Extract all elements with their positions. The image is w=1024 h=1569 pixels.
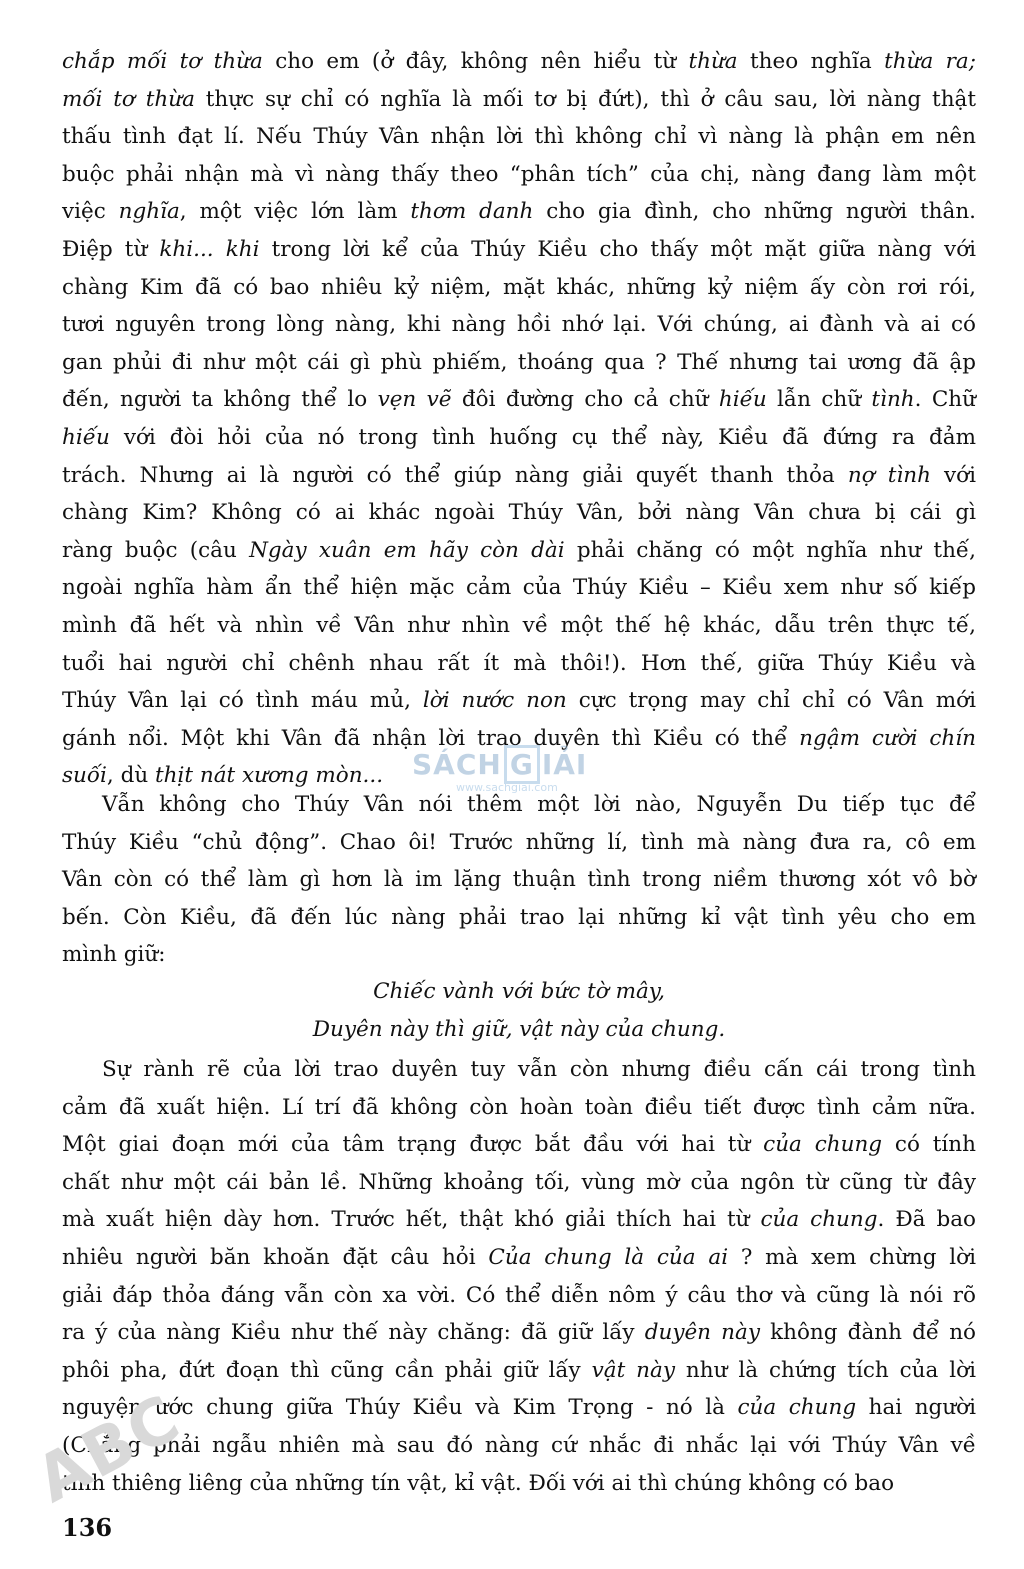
text-span: lẫn chữ — [766, 387, 872, 413]
text-span: nhiêu người băn khoăn đặt câu hỏi — [62, 1244, 489, 1270]
text-line — [62, 1126, 976, 1164]
italic-span: Ngày xuân em hãy còn dài — [249, 537, 565, 563]
italic-span: của chung — [763, 1132, 883, 1158]
italic-span: khi... khi — [159, 236, 260, 262]
text-line — [62, 1314, 976, 1352]
text-span: hai người — [856, 1395, 976, 1421]
text-span: phải chăng có một nghĩa như thế, — [564, 537, 976, 563]
italic-span: vẹn vẽ — [377, 387, 452, 413]
text-span: việc — [62, 199, 119, 225]
text-span: thấu tình đạt lí. Nếu Thúy Vân nhận lời thì không chỉ vì nàng là phận em nên — [62, 124, 976, 150]
italic-span: lời nước non — [422, 688, 567, 714]
text-span: ra ý của nàng Kiều như thế này chăng: đã giữ lấy — [62, 1320, 645, 1346]
text-span: giải đáp thỏa đáng vẫn còn xa vời. Có thể diễn nôm ý câu thơ và cũng là nói rõ — [62, 1282, 976, 1308]
text-line — [62, 1051, 976, 1089]
italic-span: của chung — [760, 1207, 878, 1233]
text-span: gánh nổi. Một khi Vân đã nhận lời trao duyên thì Kiều có thể — [62, 725, 800, 751]
italic-span: hiếu — [62, 424, 110, 450]
text-span: với đòi hỏi của nó trong tình huống cụ thể này, Kiều đã đứng ra đảm — [109, 424, 976, 450]
text-span: bến. Còn Kiều, đã đến lúc nàng phải trao lại những kỉ vật tình yêu cho em — [62, 904, 976, 930]
text-line — [62, 156, 976, 194]
text-span: mình đã hết và nhìn về Vân như nhìn về một thế hệ khác, dẫu trên thực tế, — [62, 612, 976, 638]
italic-span: thừa ra; — [884, 49, 976, 74]
text-span: Sự rành rẽ của lời trao duyên tuy vẫn còn nhưng điều cấn cái trong tình — [102, 1057, 976, 1082]
text-span: cực trọng may chỉ chỉ có Vân mới — [566, 688, 977, 714]
text-span: Điệp từ — [62, 236, 160, 262]
text-line — [62, 43, 976, 81]
text-span: chàng Kim đã có bao nhiêu kỷ niệm, mặt khác, những kỷ niệm ấy còn rơi rói, — [62, 274, 976, 300]
text-line — [62, 1427, 976, 1465]
text-line — [62, 861, 976, 899]
paragraph-1 — [62, 43, 976, 795]
page-number: 136 — [62, 1513, 113, 1542]
text-span: buộc phải nhận mà vì nàng thấy theo “phân tích” của chị, nàng đang làm một — [62, 161, 976, 187]
text-line — [62, 1089, 976, 1127]
paragraph-3 — [62, 1051, 976, 1502]
text-line — [62, 118, 976, 156]
italic-span: nợ tình — [847, 462, 931, 488]
text-span: tính thiêng liêng của những tín vật, kỉ vật. Đối với ai thì chúng không có bao — [62, 1470, 895, 1496]
text-span: gan phủi đi như một cái gì phù phiếm, thoáng qua ? Thế nhưng tai ương đã ập — [62, 349, 976, 375]
text-line — [62, 306, 976, 344]
text-span: Một giai đoạn mới của tâm trạng được bắt đầu với hai từ — [62, 1132, 764, 1158]
text-line — [62, 1201, 976, 1239]
italic-span: mối tơ thừa — [62, 86, 195, 112]
text-line — [62, 899, 976, 937]
watermark-brand: SÁCH G IẢI — [412, 745, 587, 784]
text-span: trong lời kể của Thúy Kiều cho thấy một mặt giữa nàng với — [259, 236, 977, 262]
text-span: có tính — [882, 1132, 976, 1158]
text-span: cảm đã xuất hiện. Lí trí đã không còn hoàn toàn điều tiết được tình cảm nữa. — [62, 1094, 976, 1120]
text-span: Vân còn có thể làm gì hơn là im lặng thuận tình trong niềm thương xót vô bờ — [62, 867, 976, 893]
text-span: với — [930, 462, 976, 488]
text-span: mình giữ: — [62, 942, 166, 968]
paragraph-2 — [62, 786, 976, 974]
text-line — [62, 381, 976, 419]
corner-logo: ABC — [24, 1381, 193, 1518]
text-span: Vẫn không cho Thúy Vân nói thêm một lời nào, Nguyễn Du tiếp tục để — [102, 792, 976, 817]
text-line — [62, 607, 976, 645]
text-span: thực sự chỉ có nghĩa là mối tơ bị đứt), thì ở câu sau, lời nàng thật — [194, 86, 977, 112]
text-span: phôi pha, đứt đoạn thì cũng cần phải giữ lấy — [62, 1357, 592, 1383]
text-span: ràng buộc (câu — [62, 537, 250, 563]
text-line — [62, 1164, 976, 1202]
text-line — [62, 786, 976, 824]
text-span: theo nghĩa — [737, 49, 885, 74]
text-span: không đành để nó — [759, 1320, 976, 1346]
text-line — [62, 494, 976, 532]
text-line — [62, 936, 976, 974]
text-line — [62, 682, 976, 720]
italic-span: Của chung là của ai — [488, 1244, 729, 1270]
text-line — [62, 1239, 976, 1277]
text-span: đến, người ta không thể lo — [62, 387, 378, 413]
italic-span: duyên này — [644, 1320, 760, 1346]
text-span: (Chẳng phải ngẫu nhiên mà sau đó nàng cứ nhắc đi nhắc lại với Thúy Vân về — [62, 1432, 976, 1458]
text-line — [62, 457, 976, 495]
text-line — [62, 1277, 976, 1315]
text-line — [62, 824, 976, 862]
text-span: nguyện ước chung giữa Thúy Kiều và Kim Trọng - nó là — [62, 1395, 738, 1421]
italic-span: ngậm cười chín — [799, 725, 977, 751]
italic-span: thừa — [688, 49, 738, 74]
watermark-logo-box: G — [504, 745, 540, 784]
text-span: , dù — [106, 763, 156, 789]
text-line — [62, 569, 976, 607]
text-span: như là chứng tích của lời — [674, 1357, 976, 1383]
text-span: mà xuất hiện dày hơn. Trước hết, thật khó giải thích hai từ — [62, 1207, 761, 1233]
verse-line — [62, 973, 976, 1011]
italic-span: chắp mối tơ thừa — [62, 49, 263, 74]
text-span: đôi đường cho cả chữ — [451, 387, 719, 413]
text-span: ngoài nghĩa hàm ẩn thể hiện mặc cảm của Thúy Kiều – Kiều xem như số kiếp — [62, 575, 976, 601]
text-line — [62, 1389, 976, 1427]
italic-span: hiếu — [718, 387, 767, 413]
text-span: tươi nguyên trong lòng nàng, khi nàng hồi nhớ lại. Với chúng, ai đành và ai có — [62, 312, 976, 338]
text-line — [62, 231, 976, 269]
text-span: chất như một cái bản lề. Những khoảng tối, vùng mờ của ngôn từ cũng từ đây — [62, 1169, 976, 1195]
verse-text: Chiếc vành với bức tờ mây, — [373, 979, 665, 1004]
italic-span: tình — [871, 387, 915, 413]
text-line — [62, 344, 976, 382]
italic-span: thơm danh — [410, 199, 534, 225]
text-span: . Đã bao — [877, 1207, 976, 1233]
italic-span: nghĩa — [118, 199, 180, 225]
text-span: trách. Nhưng ai là người có thể giúp nàng giải quyết thanh thỏa — [62, 462, 848, 488]
verse-line — [62, 1011, 976, 1049]
text-span: , một việc lớn làm — [179, 199, 411, 225]
text-span: tuổi hai người chỉ chênh nhau rất ít mà thôi!). Hơn thế, giữa Thúy Kiều và — [62, 650, 976, 676]
text-line — [62, 1352, 976, 1390]
italic-span: của chung — [737, 1395, 857, 1421]
italic-span: vật này — [591, 1357, 675, 1383]
text-line — [62, 193, 976, 231]
text-span: chàng Kim? Không có ai khác ngoài Thúy Vân, bởi nàng Vân chưa bị cái gì — [62, 500, 976, 526]
italic-span: thịt nát xương mòn... — [155, 763, 384, 789]
verse-text: Duyên này thì giữ, vật này của chung. — [312, 1016, 726, 1042]
italic-span: suối — [62, 763, 107, 789]
text-line — [62, 645, 976, 683]
text-line — [62, 269, 976, 307]
text-span: . Chữ — [914, 387, 976, 413]
text-span: ? mà xem chừng lời — [728, 1244, 976, 1270]
text-line — [62, 419, 976, 457]
watermark-url: www.sachgiai.com — [456, 781, 558, 794]
text-line — [62, 532, 976, 570]
verse-quote — [62, 973, 976, 1048]
text-span: Thúy Kiều “chủ động”. Chao ôi! Trước những lí, tình mà nàng đưa ra, cô em — [62, 829, 976, 855]
text-span: Thúy Vân lại có tình máu mủ, — [62, 688, 423, 714]
text-span: cho gia đình, cho những người thân. — [533, 199, 976, 225]
text-span: cho em (ở đây, không nên hiểu từ — [262, 49, 689, 74]
text-line — [62, 81, 976, 119]
